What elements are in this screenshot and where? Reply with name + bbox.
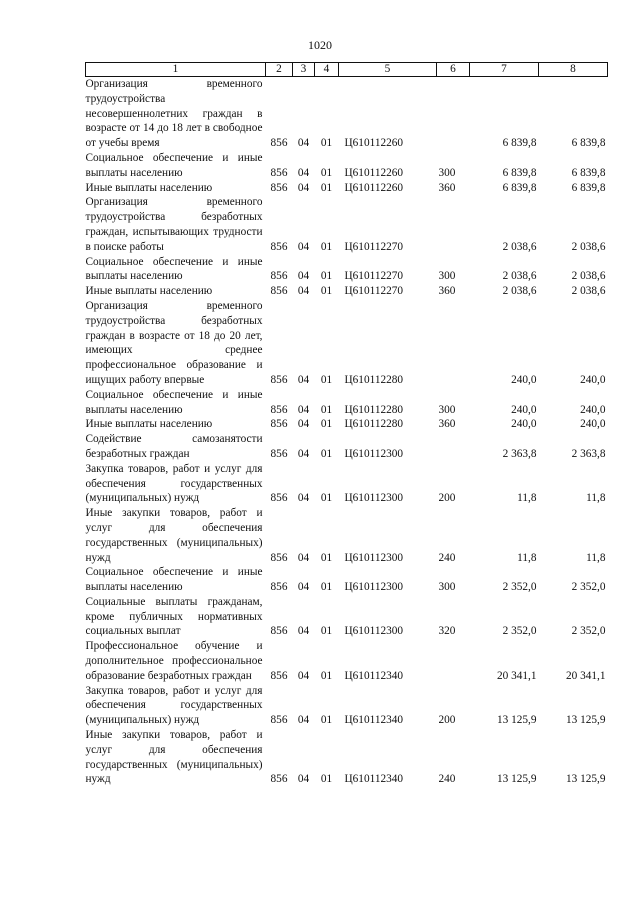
code-subsection: 01 <box>320 447 333 460</box>
code-admin: 856 <box>270 447 288 460</box>
code-section: 04 <box>297 285 310 298</box>
code-expense-type <box>437 299 470 388</box>
row-name: Социальное обеспечение и иные выплаты населению <box>85 255 263 283</box>
amount-col8: 240,0 <box>580 418 606 431</box>
amount-col8: 11,8 <box>586 492 606 505</box>
row-name: Социальное обеспечение и иные выплаты населению <box>85 388 263 416</box>
code-target: Ц610112300 <box>344 625 404 638</box>
code-admin: 856 <box>270 669 288 682</box>
code-target: Ц610112300 <box>344 551 404 564</box>
table-row <box>86 181 608 196</box>
amount-col7: 11,8 <box>517 551 537 564</box>
code-expense-type: 200 <box>438 714 456 727</box>
row-name: Закупка товаров, работ и услуг для обеспечения государственных (муниципальных) нужд <box>85 462 263 505</box>
amount-col8: 2 352,0 <box>571 581 606 594</box>
code-admin: 856 <box>270 270 288 283</box>
code-subsection: 01 <box>320 137 333 150</box>
code-admin: 856 <box>270 181 288 194</box>
code-subsection: 01 <box>320 625 333 638</box>
code-target: Ц610112260 <box>344 166 404 179</box>
code-expense-type <box>437 77 470 151</box>
amount-col7: 240,0 <box>511 418 537 431</box>
code-subsection: 01 <box>320 166 333 179</box>
code-expense-type: 300 <box>438 581 456 594</box>
code-target: Ц610112300 <box>344 492 404 505</box>
code-section: 04 <box>297 181 310 194</box>
table-row <box>86 506 608 565</box>
amount-col8: 2 038,6 <box>571 270 606 283</box>
code-section: 04 <box>297 551 310 564</box>
code-expense-type <box>437 195 470 254</box>
code-target: Ц610112280 <box>344 418 404 431</box>
table-row <box>86 639 608 683</box>
code-expense-type: 200 <box>438 492 456 505</box>
row-name: Иные выплаты населению <box>85 418 213 431</box>
row-name: Иные закупки товаров, работ и услуг для обеспечения государственных (муниципальных) нужд <box>85 729 263 786</box>
row-name: Содействие самозанятости безработных граждан <box>85 433 263 460</box>
code-section: 04 <box>297 447 310 460</box>
amount-col7: 11,8 <box>517 492 537 505</box>
amount-col7: 6 839,8 <box>502 137 537 150</box>
code-expense-type: 320 <box>438 625 456 638</box>
row-name: Социальные выплаты гражданам, кроме публичных нормативных социальных выплат <box>85 595 263 638</box>
table-row <box>86 388 608 418</box>
code-expense-type: 360 <box>438 181 456 194</box>
code-admin: 856 <box>270 285 288 298</box>
code-admin: 856 <box>270 551 288 564</box>
code-target: Ц610112340 <box>344 669 404 682</box>
code-section: 04 <box>297 418 310 431</box>
code-subsection: 01 <box>320 551 333 564</box>
amount-col7: 20 341,1 <box>496 669 537 682</box>
code-admin: 856 <box>270 418 288 431</box>
table-row <box>86 77 608 151</box>
amount-col8: 13 125,9 <box>565 714 606 727</box>
amount-col7: 2 363,8 <box>502 447 537 460</box>
amount-col7: 2 038,6 <box>502 240 537 253</box>
code-section: 04 <box>297 137 310 150</box>
amount-col8: 240,0 <box>580 403 606 416</box>
code-subsection: 01 <box>320 714 333 727</box>
code-target: Ц610112280 <box>344 373 404 386</box>
row-name: Организация временного трудоустройства безработных граждан, испытывающих трудности в поиске работы <box>85 196 263 253</box>
header-cell: 1 <box>86 63 266 77</box>
row-name: Иные выплаты населению <box>85 285 213 298</box>
amount-col8: 2 038,6 <box>571 285 606 298</box>
code-subsection: 01 <box>320 270 333 283</box>
code-admin: 856 <box>270 492 288 505</box>
code-section: 04 <box>297 773 310 786</box>
page-number: 1020 <box>308 38 332 52</box>
header-cell: 4 <box>315 63 339 77</box>
row-name: Иные выплаты населению <box>85 181 213 194</box>
code-section: 04 <box>297 240 310 253</box>
code-expense-type: 360 <box>438 418 456 431</box>
header-cell: 6 <box>437 63 470 77</box>
amount-col7: 6 839,8 <box>502 166 537 179</box>
code-subsection: 01 <box>320 285 333 298</box>
code-subsection: 01 <box>320 181 333 194</box>
amount-col7: 2 038,6 <box>502 270 537 283</box>
code-admin: 856 <box>270 625 288 638</box>
code-subsection: 01 <box>320 669 333 682</box>
table-row <box>86 195 608 254</box>
code-section: 04 <box>297 270 310 283</box>
amount-col8: 2 038,6 <box>571 240 606 253</box>
table-row <box>86 728 608 787</box>
code-subsection: 01 <box>320 403 333 416</box>
code-section: 04 <box>297 581 310 594</box>
header-row <box>86 63 608 77</box>
table-row <box>86 255 608 285</box>
code-section: 04 <box>297 714 310 727</box>
code-expense-type: 300 <box>438 166 456 179</box>
row-name: Иные закупки товаров, работ и услуг для обеспечения государственных (муниципальных) нужд <box>85 507 263 564</box>
code-target: Ц610112270 <box>344 240 404 253</box>
code-section: 04 <box>297 625 310 638</box>
code-section: 04 <box>297 166 310 179</box>
amount-col7: 2 352,0 <box>502 625 537 638</box>
amount-col7: 240,0 <box>511 373 537 386</box>
amount-col8: 6 839,8 <box>571 181 606 194</box>
code-expense-type: 240 <box>438 773 456 786</box>
header-cell: 7 <box>470 63 539 77</box>
amount-col8: 6 839,8 <box>571 166 606 179</box>
code-section: 04 <box>297 669 310 682</box>
header-cell: 2 <box>266 63 293 77</box>
amount-col7: 13 125,9 <box>496 773 537 786</box>
code-section: 04 <box>297 403 310 416</box>
header-cell: 8 <box>539 63 608 77</box>
table-row <box>86 462 608 506</box>
table-row <box>86 417 608 432</box>
amount-col8: 2 352,0 <box>571 625 606 638</box>
code-target: Ц610112260 <box>344 181 404 194</box>
budget-table <box>85 62 608 787</box>
code-target: Ц610112340 <box>344 773 404 786</box>
code-subsection: 01 <box>320 373 333 386</box>
row-name: Социальное обеспечение и иные выплаты населению <box>85 151 263 179</box>
code-admin: 856 <box>270 714 288 727</box>
code-admin: 856 <box>270 773 288 786</box>
row-name: Организация временного трудоустройства несовершеннолетних граждан в возрасте от 14 до 18 лет в свободное от учебы время <box>85 78 263 150</box>
amount-col8: 13 125,9 <box>565 773 606 786</box>
code-target: Ц610112300 <box>344 581 404 594</box>
code-target: Ц610112260 <box>344 137 404 150</box>
code-target: Ц610112340 <box>344 714 404 727</box>
code-subsection: 01 <box>320 773 333 786</box>
code-expense-type <box>437 639 470 683</box>
code-expense-type: 300 <box>438 403 456 416</box>
code-expense-type: 360 <box>438 285 456 298</box>
code-expense-type: 300 <box>438 270 456 283</box>
code-expense-type: 240 <box>438 551 456 564</box>
code-target: Ц610112270 <box>344 285 404 298</box>
code-subsection: 01 <box>320 581 333 594</box>
header-cell: 3 <box>293 63 315 77</box>
code-section: 04 <box>297 492 310 505</box>
code-admin: 856 <box>270 581 288 594</box>
amount-col8: 20 341,1 <box>565 669 606 682</box>
amount-col8: 6 839,8 <box>571 137 606 150</box>
code-subsection: 01 <box>320 418 333 431</box>
row-name: Организация временного трудоустройства безработных граждан в возрасте от 18 до 20 лет, имеющих среднее профессиональное образование и ищущих работу впервые <box>85 299 263 386</box>
row-name: Профессиональное обучение и дополнительное профессиональное образование безработных граждан <box>85 640 263 682</box>
amount-col7: 6 839,8 <box>502 181 537 194</box>
code-admin: 856 <box>270 403 288 416</box>
code-admin: 856 <box>270 137 288 150</box>
code-admin: 856 <box>270 373 288 386</box>
table-row <box>86 565 608 595</box>
table-row <box>86 299 608 388</box>
table-row <box>86 684 608 728</box>
table-row <box>86 432 608 462</box>
table-row <box>86 284 608 299</box>
row-name: Закупка товаров, работ и услуг для обеспечения государственных (муниципальных) нужд <box>85 684 263 727</box>
code-expense-type <box>437 432 470 462</box>
row-name: Социальное обеспечение и иные выплаты населению <box>85 566 263 594</box>
amount-col7: 2 038,6 <box>502 285 537 298</box>
table-row <box>86 151 608 181</box>
amount-col8: 240,0 <box>580 373 606 386</box>
table-row <box>86 595 608 639</box>
code-section: 04 <box>297 373 310 386</box>
amount-col8: 11,8 <box>586 551 606 564</box>
amount-col7: 240,0 <box>511 403 537 416</box>
header-cell: 5 <box>339 63 437 77</box>
amount-col7: 2 352,0 <box>502 581 537 594</box>
code-subsection: 01 <box>320 492 333 505</box>
code-subsection: 01 <box>320 240 333 253</box>
code-target: Ц610112270 <box>344 270 404 283</box>
table-body <box>86 77 608 788</box>
code-target: Ц610112300 <box>344 447 404 460</box>
code-target: Ц610112280 <box>344 403 404 416</box>
code-admin: 856 <box>270 166 288 179</box>
amount-col8: 2 363,8 <box>571 447 606 460</box>
code-admin: 856 <box>270 240 288 253</box>
amount-col7: 13 125,9 <box>496 714 537 727</box>
